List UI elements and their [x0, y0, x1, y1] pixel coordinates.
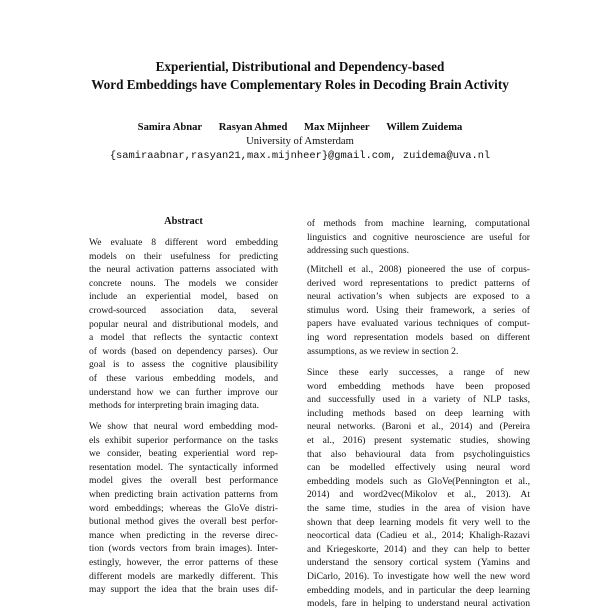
text-line: We evaluate 8 different word embedding: [89, 237, 278, 248]
text-line: a model that reflects the syntactic context: [89, 332, 278, 344]
author-list: [0, 121, 600, 135]
text-line: models on their usefulness for predicting: [89, 250, 278, 262]
text-line: We show that neural word embedding mod-: [89, 421, 278, 432]
text-line: shown that deep learning models fit very well to the: [307, 516, 530, 528]
text-line: addressing such questions.: [307, 245, 410, 257]
title-line-1: Experiential, Distributional and Dependency-based: [155, 59, 445, 74]
abstract-paragraph-1: [89, 236, 278, 413]
text-line: can be modelled effectively using neural word: [307, 462, 530, 474]
author-name: Willem Zuidema: [386, 122, 463, 133]
text-line: crowd-sourced association data, several: [89, 304, 278, 316]
text-line: word embeddings; whereas the GloVe distri-: [89, 502, 278, 514]
abstract-paragraph-2: [89, 420, 278, 597]
text-line: when predicting brain activation patterns from: [89, 488, 278, 500]
text-line: and Kriegeskorte, 2014) and they can help to better: [307, 543, 530, 555]
text-line: els exhibit superior performance on the tasks: [89, 434, 278, 446]
title-line-2: Word Embeddings have Complementary Roles in Decoding Brain Activity: [91, 77, 509, 92]
text-line: estingly, however, the error patterns of these: [89, 556, 278, 568]
abstract-heading: Abstract: [164, 216, 203, 227]
author-emails: {samiraabnar,rasyan21,max.mijnheer}@gmail.com, zuidema@uva.nl: [109, 150, 491, 162]
text-line: models, fare in helping to understand neural activation: [307, 598, 530, 610]
text-line: butional method gives the overall best perfor-: [89, 516, 278, 528]
text-line: neocortical data (Cadieu et al., 2014; Khaligh-Razavi: [307, 530, 530, 542]
text-line: understand the sensory cortical system (Yamins and: [307, 557, 530, 569]
text-line: of these various embedding models, and: [89, 372, 278, 384]
text-line: resentation model. The syntactically informed: [89, 461, 278, 473]
text-line: Since these early successes, a range of new: [307, 367, 530, 378]
text-line: the same time, studies in the area of vision have: [307, 502, 530, 514]
text-line: neural activation’s when subjects are exposed to a: [307, 291, 530, 303]
text-line: et al., 2016) present systematic studies, showing: [307, 434, 530, 446]
text-line: concrete nouns. The models we consider: [89, 277, 278, 289]
text-line: including methods based on deep learning with: [307, 407, 530, 419]
text-line: mance when predicting in the reverse direc-: [89, 529, 278, 541]
text-line: of methods from machine learning, computational: [307, 218, 530, 229]
text-line: stimulus word. Using their framework, a series of: [307, 304, 530, 316]
text-line: neural networks. (Baroni et al., 2014) and (Pereira: [307, 421, 530, 433]
intro-paragraph-continued: [307, 217, 530, 258]
text-line: that also behavioural data from psycholinguistics: [307, 448, 530, 460]
text-line: and successfully used in a variety of NLP tasks,: [307, 394, 530, 406]
text-line: derived word representations to predict patterns of: [307, 277, 530, 289]
text-line: popular neural and distributional models, and: [89, 318, 278, 330]
text-line: word embedding methods have been proposed: [307, 380, 530, 392]
affiliation: University of Amsterdam: [246, 136, 354, 147]
intro-paragraph-successes: [307, 366, 530, 611]
text-line: the neural activation patterns associated with: [89, 264, 278, 276]
text-line: we consider, beating experiential word rep-: [89, 448, 278, 460]
text-line: assumptions, as we review in section 2.: [307, 345, 459, 357]
text-line: (Mitchell et al., 2008) pioneered the use of corpus-: [307, 264, 530, 275]
text-line: linguistics and cognitive neuroscience are useful for: [307, 231, 530, 243]
text-line: embedding models, and in particular the deep learning: [307, 584, 530, 596]
text-line: 2014) and word2vec(Mikolov et al., 2013). At: [307, 489, 530, 501]
paper-title: [0, 58, 600, 94]
text-line: goal is to assess the cognitive plausibility: [89, 359, 278, 371]
text-line: include an experiential model, based on: [89, 291, 278, 303]
author-name: Rasyan Ahmed: [218, 122, 288, 133]
intro-paragraph-mitchell: [307, 263, 530, 358]
text-line: may support the idea that the brain uses dif-: [89, 584, 278, 596]
text-line: methods for interpreting brain imaging data.: [89, 400, 259, 412]
text-line: DiCarlo, 2016). To investigate how well the new word: [307, 570, 530, 582]
text-line: different models are markedly different. This: [89, 570, 278, 582]
author-name: Samira Abnar: [137, 122, 203, 133]
text-line: papers have evaluated various techniques of comput-: [307, 318, 530, 330]
text-line: ing word representation models based on different: [307, 331, 530, 343]
author-name: Max Mijnheer: [304, 122, 370, 133]
text-line: of words (based on dependency parses). Our: [89, 345, 278, 357]
text-line: tion (words vectors from brain images). Inter-: [89, 543, 278, 555]
text-line: model gives the overall best performance: [89, 475, 278, 487]
text-line: embedding models such as GloVe(Pennington et al.,: [307, 475, 530, 487]
text-line: understand how we can further improve our: [89, 386, 278, 398]
